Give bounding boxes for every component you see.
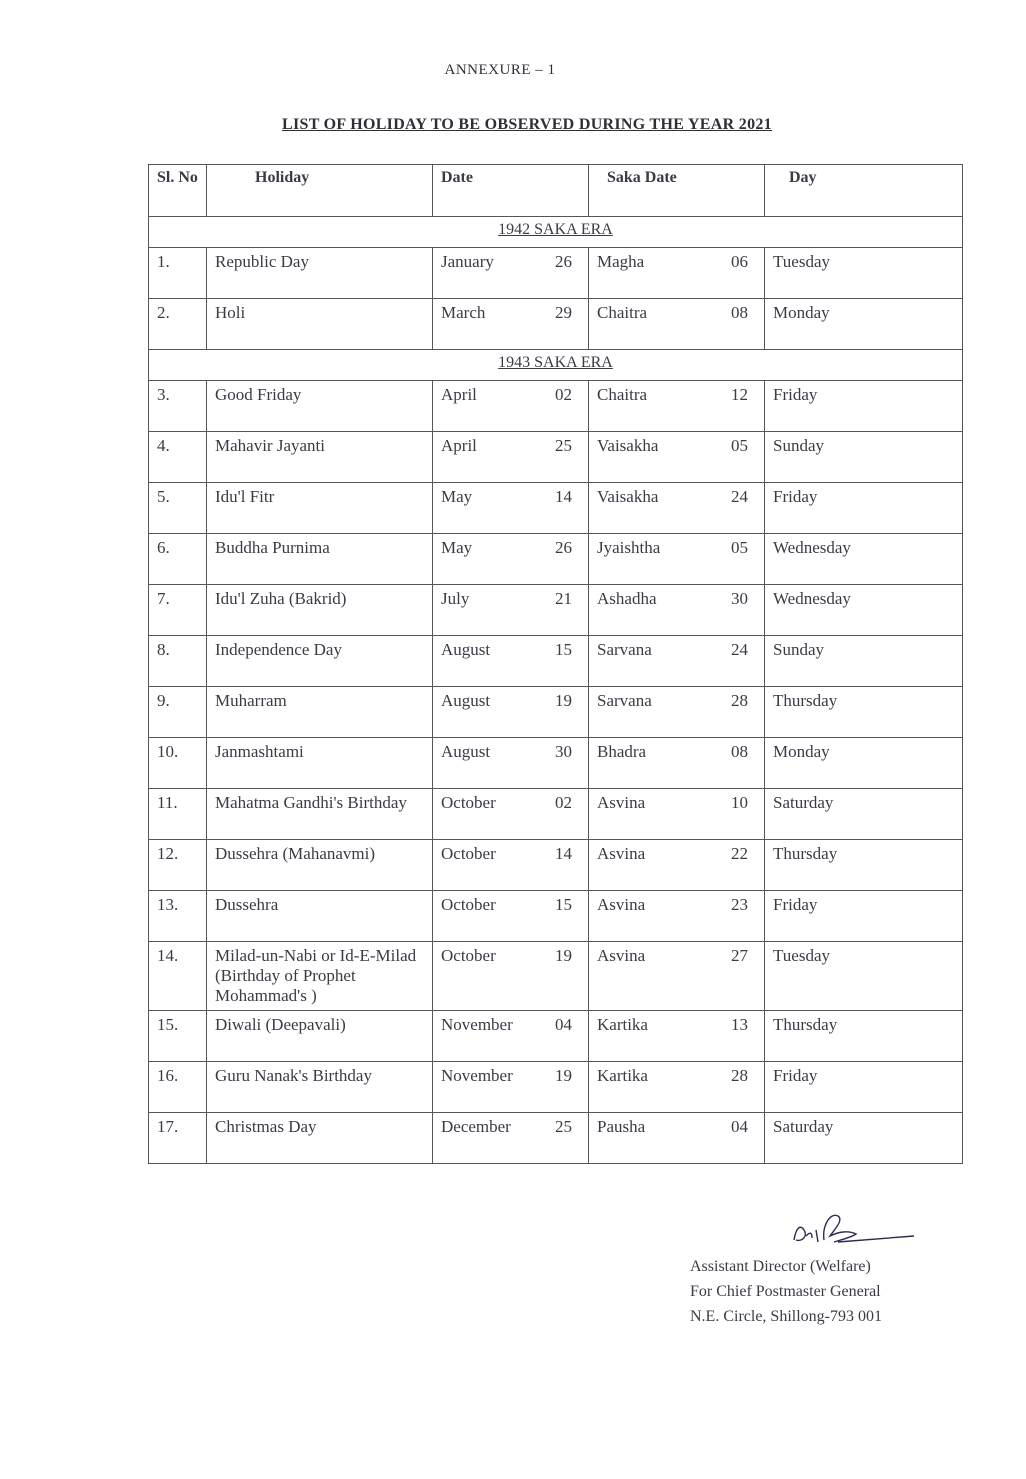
cell-date [433, 432, 589, 483]
cell-saka-date [589, 1011, 765, 1062]
cell-date [433, 534, 589, 585]
cell-saka-date [589, 687, 765, 738]
cell-holiday-name: Dussehra (Mahanavmi) [207, 840, 433, 891]
cell-sl-no: 13. [149, 891, 207, 942]
cell-saka-date [589, 483, 765, 534]
cell-saka-date [589, 942, 765, 1011]
cell-date [433, 248, 589, 299]
cell-date [433, 1113, 589, 1164]
cell-saka-date [589, 299, 765, 350]
cell-date-month: May [441, 538, 473, 557]
cell-saka-date-month: Sarvana [597, 640, 652, 659]
era-heading: 1942 SAKA ERA [149, 217, 963, 248]
cell-sl-no: 1. [149, 248, 207, 299]
cell-holiday-name: Muharram [207, 687, 433, 738]
cell-date-month: August [441, 691, 491, 710]
cell-day: Sunday [765, 636, 963, 687]
cell-holiday-name: Independence Day [207, 636, 433, 687]
header-saka-date: Saka Date [589, 165, 765, 217]
cell-day: Thursday [765, 687, 963, 738]
cell-saka-date-month: Magha [597, 252, 645, 271]
table-row [149, 248, 963, 299]
header-date: Date [433, 165, 589, 217]
cell-saka-date-month: Bhadra [597, 742, 647, 761]
cell-date [433, 585, 589, 636]
cell-sl-no: 2. [149, 299, 207, 350]
cell-sl-no: 12. [149, 840, 207, 891]
header-day: Day [765, 165, 963, 217]
cell-day: Thursday [765, 1011, 963, 1062]
cell-saka-date-month: Kartika [597, 1015, 648, 1034]
table-row [149, 1011, 963, 1062]
cell-date [433, 636, 589, 687]
cell-saka-date [589, 789, 765, 840]
cell-saka-date-day-number: 28 [731, 1066, 748, 1085]
cell-saka-date-day-number: 24 [731, 487, 748, 506]
cell-sl-no: 17. [149, 1113, 207, 1164]
cell-saka-date [589, 636, 765, 687]
cell-date [433, 381, 589, 432]
cell-date-day-number: 26 [555, 252, 572, 271]
cell-holiday-name: Christmas Day [207, 1113, 433, 1164]
cell-date [433, 1062, 589, 1113]
cell-saka-date [589, 840, 765, 891]
table-body [149, 217, 963, 1164]
cell-date-month: March [441, 303, 486, 322]
table-row [149, 1062, 963, 1113]
cell-saka-date-day-number: 08 [731, 303, 748, 322]
cell-holiday-name: Idu'l Zuha (Bakrid) [207, 585, 433, 636]
cell-date-month: December [441, 1117, 511, 1136]
cell-date [433, 789, 589, 840]
table-row [149, 636, 963, 687]
cell-day: Tuesday [765, 248, 963, 299]
cell-saka-date-day-number: 05 [731, 538, 748, 557]
cell-date [433, 738, 589, 789]
cell-holiday-name: Guru Nanak's Birthday [207, 1062, 433, 1113]
era-heading-row [149, 217, 963, 248]
cell-day: Wednesday [765, 534, 963, 585]
cell-date-month: April [441, 436, 477, 455]
cell-holiday-name: Republic Day [207, 248, 433, 299]
cell-saka-date-day-number: 30 [731, 589, 748, 608]
cell-date-month: May [441, 487, 473, 506]
cell-date [433, 891, 589, 942]
cell-saka-date-month: Pausha [597, 1117, 646, 1136]
table-row [149, 381, 963, 432]
table-row [149, 942, 963, 1011]
header-holiday: Holiday [207, 165, 433, 217]
cell-holiday-name: Mahavir Jayanti [207, 432, 433, 483]
cell-saka-date-day-number: 27 [731, 946, 748, 965]
cell-saka-date [589, 534, 765, 585]
cell-sl-no: 7. [149, 585, 207, 636]
cell-date-month: October [441, 793, 496, 812]
signatory-address: N.E. Circle, Shillong-793 001 [690, 1308, 882, 1325]
cell-saka-date [589, 248, 765, 299]
cell-day: Monday [765, 738, 963, 789]
cell-day: Friday [765, 1062, 963, 1113]
cell-day: Tuesday [765, 942, 963, 1011]
cell-date-day-number: 19 [555, 1066, 572, 1085]
cell-saka-date [589, 585, 765, 636]
cell-saka-date-month: Ashadha [597, 589, 657, 608]
cell-sl-no: 6. [149, 534, 207, 585]
cell-date-day-number: 19 [555, 946, 572, 965]
cell-date-month: October [441, 844, 496, 863]
cell-holiday-name: Dussehra [207, 891, 433, 942]
cell-date-day-number: 29 [555, 303, 572, 322]
cell-date-month: July [441, 589, 470, 608]
cell-date-day-number: 26 [555, 538, 572, 557]
cell-saka-date-month: Sarvana [597, 691, 652, 710]
cell-sl-no: 8. [149, 636, 207, 687]
cell-date-month: August [441, 742, 491, 761]
cell-date-day-number: 15 [555, 895, 572, 914]
cell-date-day-number: 02 [555, 793, 572, 812]
cell-day: Saturday [765, 1113, 963, 1164]
cell-holiday-name: Milad-un-Nabi or Id-E-Milad (Birthday of Prophet Mohammad's ) [207, 942, 433, 1011]
cell-sl-no: 5. [149, 483, 207, 534]
era-heading: 1943 SAKA ERA [149, 350, 963, 381]
cell-saka-date-month: Chaitra [597, 303, 648, 322]
cell-saka-date-month: Vaisakha [597, 436, 659, 455]
cell-date-month: November [441, 1066, 513, 1085]
cell-date-day-number: 15 [555, 640, 572, 659]
cell-holiday-name: Diwali (Deepavali) [207, 1011, 433, 1062]
cell-saka-date-day-number: 06 [731, 252, 748, 271]
signature-block [690, 1254, 990, 1329]
cell-date [433, 840, 589, 891]
cell-saka-date [589, 1113, 765, 1164]
cell-date-month: October [441, 895, 496, 914]
cell-date-month: October [441, 946, 496, 965]
cell-date-month: January [441, 252, 494, 271]
cell-date-day-number: 25 [555, 436, 572, 455]
cell-saka-date-day-number: 08 [731, 742, 748, 761]
cell-sl-no: 9. [149, 687, 207, 738]
cell-date-day-number: 19 [555, 691, 572, 710]
cell-saka-date-month: Chaitra [597, 385, 648, 404]
header-sl: Sl. No [149, 165, 207, 217]
cell-holiday-name: Idu'l Fitr [207, 483, 433, 534]
table-row [149, 585, 963, 636]
signatory-designation: Assistant Director (Welfare) [690, 1258, 871, 1275]
cell-date [433, 483, 589, 534]
cell-day: Monday [765, 299, 963, 350]
cell-saka-date-day-number: 28 [731, 691, 748, 710]
cell-day: Thursday [765, 840, 963, 891]
cell-saka-date-month: Asvina [597, 895, 646, 914]
cell-sl-no: 3. [149, 381, 207, 432]
table-row [149, 432, 963, 483]
cell-saka-date-day-number: 13 [731, 1015, 748, 1034]
cell-sl-no: 15. [149, 1011, 207, 1062]
cell-saka-date-month: Jyaishtha [597, 538, 661, 557]
cell-holiday-name: Buddha Purnima [207, 534, 433, 585]
cell-sl-no: 11. [149, 789, 207, 840]
cell-day: Friday [765, 381, 963, 432]
cell-saka-date [589, 891, 765, 942]
cell-date-month: April [441, 385, 477, 404]
cell-sl-no: 4. [149, 432, 207, 483]
cell-day: Friday [765, 891, 963, 942]
cell-day: Sunday [765, 432, 963, 483]
cell-saka-date [589, 738, 765, 789]
holiday-table [148, 164, 963, 1164]
cell-date-day-number: 04 [555, 1015, 572, 1034]
cell-saka-date-month: Asvina [597, 946, 646, 965]
cell-day: Saturday [765, 789, 963, 840]
cell-sl-no: 14. [149, 942, 207, 1011]
cell-date [433, 942, 589, 1011]
table-row [149, 789, 963, 840]
cell-saka-date [589, 381, 765, 432]
table-row [149, 840, 963, 891]
table-header-row [149, 165, 963, 217]
cell-saka-date-day-number: 10 [731, 793, 748, 812]
cell-saka-date-month: Kartika [597, 1066, 648, 1085]
cell-holiday-name: Janmashtami [207, 738, 433, 789]
cell-saka-date-day-number: 23 [731, 895, 748, 914]
era-heading-row [149, 350, 963, 381]
annexure-heading: ANNEXURE – 1 [444, 62, 556, 78]
table-row [149, 891, 963, 942]
table-row [149, 534, 963, 585]
cell-date-day-number: 21 [555, 589, 572, 608]
cell-date-day-number: 14 [555, 487, 572, 506]
cell-date [433, 1011, 589, 1062]
cell-saka-date-month: Asvina [597, 844, 646, 863]
cell-saka-date [589, 432, 765, 483]
cell-saka-date-day-number: 22 [731, 844, 748, 863]
table-row [149, 738, 963, 789]
cell-date [433, 299, 589, 350]
cell-saka-date-day-number: 05 [731, 436, 748, 455]
cell-saka-date-month: Asvina [597, 793, 646, 812]
cell-date-month: November [441, 1015, 513, 1034]
cell-holiday-name: Mahatma Gandhi's Birthday [207, 789, 433, 840]
cell-saka-date-day-number: 04 [731, 1117, 748, 1136]
table-row [149, 1113, 963, 1164]
cell-saka-date-month: Vaisakha [597, 487, 659, 506]
cell-date-day-number: 30 [555, 742, 572, 761]
document-title: LIST OF HOLIDAY TO BE OBSERVED DURING THE YEAR 2021 [282, 116, 772, 133]
cell-date-month: August [441, 640, 491, 659]
cell-date-day-number: 14 [555, 844, 572, 863]
handwritten-signature [786, 1206, 916, 1252]
cell-date [433, 687, 589, 738]
cell-saka-date-day-number: 24 [731, 640, 748, 659]
table-row [149, 483, 963, 534]
table-row [149, 687, 963, 738]
cell-holiday-name: Holi [207, 299, 433, 350]
cell-day: Friday [765, 483, 963, 534]
cell-date-day-number: 25 [555, 1117, 572, 1136]
cell-sl-no: 16. [149, 1062, 207, 1113]
cell-day: Wednesday [765, 585, 963, 636]
cell-holiday-name: Good Friday [207, 381, 433, 432]
cell-saka-date [589, 1062, 765, 1113]
cell-date-day-number: 02 [555, 385, 572, 404]
signatory-office: For Chief Postmaster General [690, 1283, 881, 1300]
cell-sl-no: 10. [149, 738, 207, 789]
cell-saka-date-day-number: 12 [731, 385, 748, 404]
table-row [149, 299, 963, 350]
